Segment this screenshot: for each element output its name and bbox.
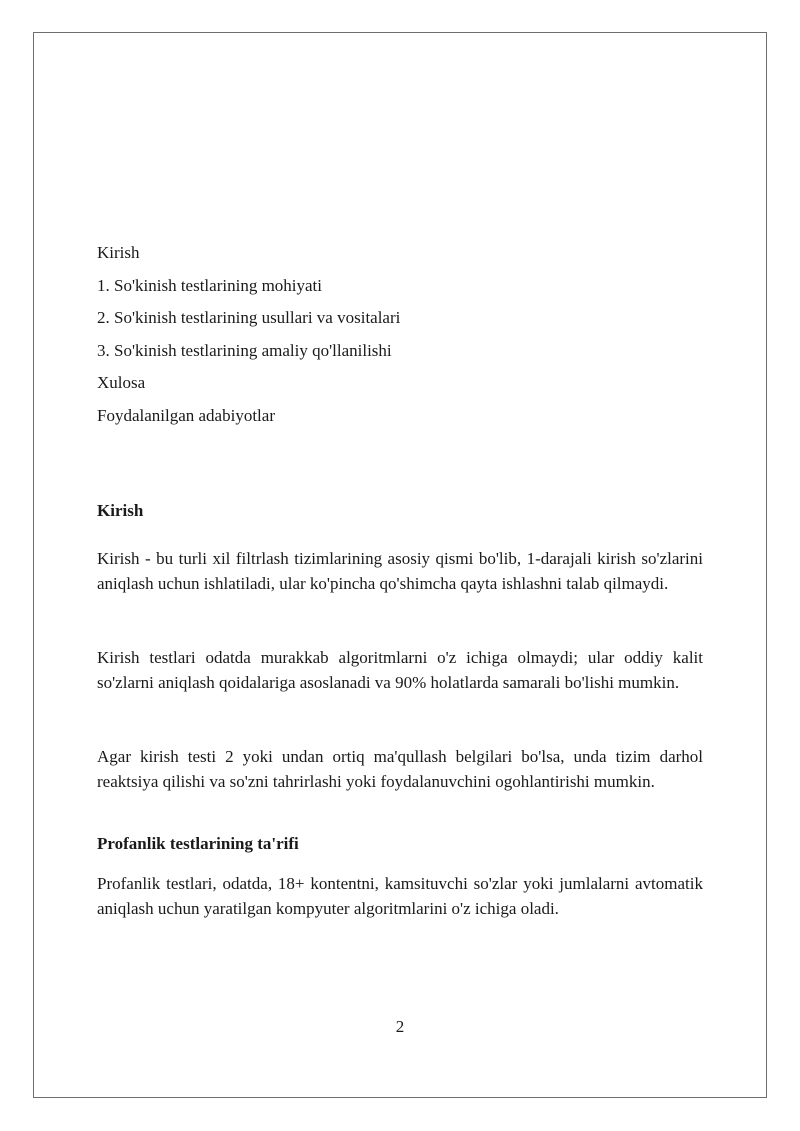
toc-item-chapter-3: 3. So'kinish testlarining amaliy qo'llanilishi [97, 340, 392, 360]
page-number: 2 [395, 1017, 405, 1036]
intro-paragraph-2: Kirish testlari odatda murakkab algoritmlarni o'z ichiga olmaydi; ular oddiy kalit so'zlarni aniqlash qoidalariga asoslanadi va 90% holatlarda samarali bo'lishi mumkin. [97, 648, 703, 692]
toc-item-references: Foydalanilgan adabiyotlar [97, 405, 275, 425]
table-of-contents [97, 241, 707, 436]
document-body [97, 499, 703, 921]
intro-paragraph-1: Kirish - bu turli xil filtrlash tizimlarining asosiy qismi bo'lib, 1-darajali kirish so'zlarini aniqlash uchun ishlatiladi, ular ko'pincha qo'shimcha qayta ishlashni talab qilmaydi. [97, 549, 703, 593]
toc-item-chapter-1: 1. So'kinish testlarining mohiyati [97, 275, 323, 295]
section-heading-profanity: Profanlik testlarining ta'rifi [97, 834, 299, 853]
profanity-paragraph-1: Profanlik testlari, odatda, 18+ kontentni, kamsituvchi so'zlar yoki jumlalarni avtomatik aniqlash uchun yaratilgan kompyuter algoritmlarini o'z ichiga oladi. [97, 874, 703, 918]
section-heading-intro: Kirish [97, 501, 144, 520]
toc-item-intro: Kirish [97, 243, 140, 262]
intro-paragraph-3: Agar kirish testi 2 yoki undan ortiq ma'qullash belgilari bo'lsa, unda tizim darhol reaktsiya qilishi va so'zni tahrirlashi yoki foydalanuvchini ogohlantirishi mumkin. [97, 747, 703, 791]
toc-item-chapter-2: 2. So'kinish testlarining usullari va vositalari [97, 308, 401, 327]
toc-item-conclusion: Xulosa [97, 373, 146, 392]
